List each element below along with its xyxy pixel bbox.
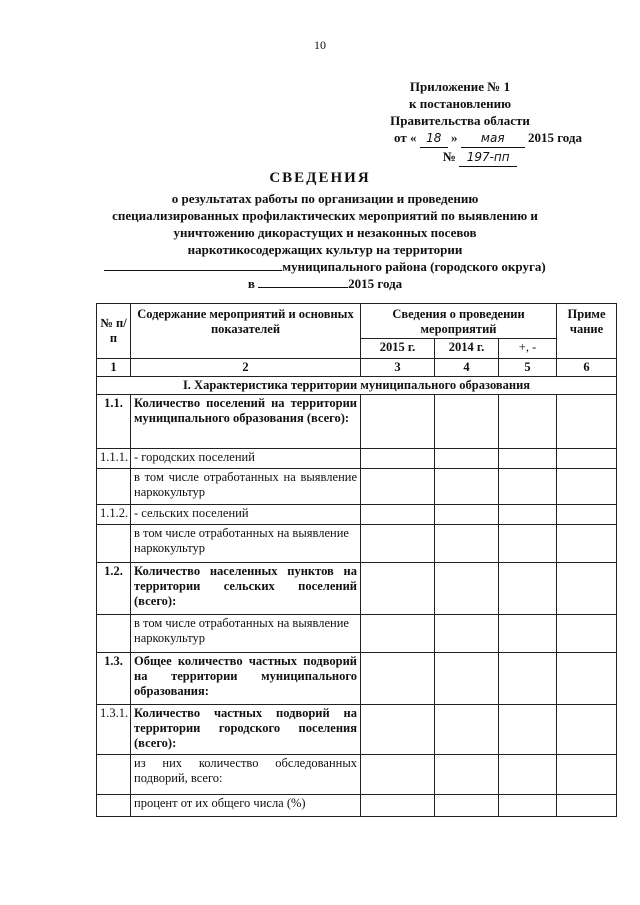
subtitle-line-6 xyxy=(80,275,570,292)
cell-2015[interactable] xyxy=(361,505,435,525)
cell-2015[interactable] xyxy=(361,653,435,705)
cell-note[interactable] xyxy=(557,395,617,449)
header-info: Сведения о проведении мероприятий xyxy=(361,304,557,339)
header-2014: 2014 г. xyxy=(435,339,499,359)
appendix-number xyxy=(330,148,590,167)
header-note: Приме чание xyxy=(557,304,617,359)
row-num xyxy=(97,469,131,505)
appendix-ref: к постановлению xyxy=(408,96,512,111)
table-row xyxy=(97,615,617,653)
date-month: мая xyxy=(461,130,525,148)
cell-diff[interactable] xyxy=(499,505,557,525)
header-diff: +, - xyxy=(499,339,557,359)
cell-note[interactable] xyxy=(557,653,617,705)
cell-diff[interactable] xyxy=(499,755,557,795)
row-text: - сельских поселений xyxy=(131,505,361,525)
cell-2014[interactable] xyxy=(435,563,499,615)
cell-diff[interactable] xyxy=(499,653,557,705)
number-prefix: № xyxy=(442,149,456,164)
date-mid: » xyxy=(450,130,458,145)
cell-note[interactable] xyxy=(557,615,617,653)
cell-2014[interactable] xyxy=(435,705,499,755)
table-row xyxy=(97,449,617,469)
cell-2014[interactable] xyxy=(435,525,499,563)
number-value: 197-пп xyxy=(459,149,517,167)
subtitle-line-5-text: муниципального района (городского округа) xyxy=(282,259,546,274)
date-year: 2015 года xyxy=(527,130,582,145)
cell-note[interactable] xyxy=(557,563,617,615)
table-row xyxy=(97,653,617,705)
row-num xyxy=(97,755,131,795)
col-number: 4 xyxy=(435,359,499,377)
cell-note[interactable] xyxy=(557,505,617,525)
cell-2015[interactable] xyxy=(361,705,435,755)
header-content: Содержание мероприятий и основных показателей xyxy=(131,304,361,359)
cell-diff[interactable] xyxy=(499,469,557,505)
cell-note[interactable] xyxy=(557,705,617,755)
cell-2014[interactable] xyxy=(435,449,499,469)
row-num xyxy=(97,525,131,563)
row-num: 1.2. xyxy=(97,563,131,615)
appendix-date xyxy=(330,129,590,148)
subtitle-line-3: уничтожению дикорастущих и незаконных посевов xyxy=(173,225,477,240)
subtitle-line-6-suffix: 2015 года xyxy=(348,276,403,291)
cell-diff[interactable] xyxy=(499,525,557,563)
period-blank xyxy=(258,275,348,288)
appendix-title: Приложение № 1 xyxy=(409,79,511,94)
section-title: I. Характеристика территории муниципального образования xyxy=(97,377,617,395)
cell-2014[interactable] xyxy=(435,469,499,505)
col-number: 1 xyxy=(97,359,131,377)
page-number: 10 xyxy=(314,38,326,52)
cell-diff[interactable] xyxy=(499,795,557,817)
cell-note[interactable] xyxy=(557,469,617,505)
header-row xyxy=(97,304,617,339)
row-num: 1.1. xyxy=(97,395,131,449)
cell-2015[interactable] xyxy=(361,563,435,615)
cell-2015[interactable] xyxy=(361,525,435,563)
row-text: в том числе отработанных на выявление наркокультур xyxy=(131,525,361,563)
appendix-block xyxy=(330,78,590,167)
appendix-authority: Правительства области xyxy=(390,113,530,128)
document-subtitle xyxy=(80,190,570,292)
col-number: 6 xyxy=(557,359,617,377)
cell-diff[interactable] xyxy=(499,449,557,469)
row-num: 1.3.1. xyxy=(97,705,131,755)
table-row xyxy=(97,525,617,563)
cell-2014[interactable] xyxy=(435,505,499,525)
row-text: Количество частных подворий на территории городского поселения (всего): xyxy=(131,705,361,755)
header-num: № п/п xyxy=(97,304,131,359)
cell-2014[interactable] xyxy=(435,653,499,705)
subtitle-line-4: наркотикосодержащих культур на территории xyxy=(187,242,463,257)
row-text: Количество населенных пунктов на территории сельских поселений (всего): xyxy=(131,563,361,615)
table-row xyxy=(97,755,617,795)
cell-note[interactable] xyxy=(557,755,617,795)
table-row xyxy=(97,795,617,817)
row-num xyxy=(97,615,131,653)
cell-2015[interactable] xyxy=(361,469,435,505)
cell-2014[interactable] xyxy=(435,615,499,653)
date-day: 18 xyxy=(420,130,448,148)
row-text: процент от их общего числа (%) xyxy=(131,795,361,817)
subtitle-line-5 xyxy=(80,258,570,275)
cell-2014[interactable] xyxy=(435,795,499,817)
cell-2015[interactable] xyxy=(361,615,435,653)
row-num xyxy=(97,795,131,817)
column-numbers-row xyxy=(97,359,617,377)
cell-diff[interactable] xyxy=(499,563,557,615)
cell-diff[interactable] xyxy=(499,705,557,755)
municipality-blank xyxy=(104,258,282,271)
row-num: 1.1.2. xyxy=(97,505,131,525)
document-title: СВЕДЕНИЯ xyxy=(269,170,371,186)
cell-2015[interactable] xyxy=(361,449,435,469)
row-text: Общее количество частных подворий на территории муниципального образования: xyxy=(131,653,361,705)
col-number: 2 xyxy=(131,359,361,377)
header-2015: 2015 г. xyxy=(361,339,435,359)
col-number: 3 xyxy=(361,359,435,377)
table-row xyxy=(97,563,617,615)
cell-note[interactable] xyxy=(557,449,617,469)
table-row xyxy=(97,705,617,755)
cell-2014[interactable] xyxy=(435,395,499,449)
table-row xyxy=(97,505,617,525)
cell-note[interactable] xyxy=(557,795,617,817)
cell-note[interactable] xyxy=(557,525,617,563)
row-text: из них количество обследованных подворий, всего: xyxy=(131,755,361,795)
row-num: 1.3. xyxy=(97,653,131,705)
col-number: 5 xyxy=(499,359,557,377)
cell-2015[interactable] xyxy=(361,795,435,817)
table-row xyxy=(97,395,617,449)
subtitle-line-1: о результатах работы по организации и проведению xyxy=(171,191,479,206)
row-text: в том числе отработанных на выявление наркокультур xyxy=(131,615,361,653)
subtitle-line-2: специализированных профилактических мероприятий по выявлению и xyxy=(112,208,538,223)
cell-2015[interactable] xyxy=(361,395,435,449)
row-text: Количество поселений на территории муниципального образования (всего): xyxy=(131,395,361,449)
row-text: - городских поселений xyxy=(131,449,361,469)
cell-2015[interactable] xyxy=(361,755,435,795)
subtitle-line-6-prefix: в xyxy=(247,276,255,291)
section-row xyxy=(97,377,617,395)
cell-diff[interactable] xyxy=(499,615,557,653)
date-prefix: от « xyxy=(394,130,417,145)
report-table xyxy=(96,303,617,817)
row-num: 1.1.1. xyxy=(97,449,131,469)
cell-2014[interactable] xyxy=(435,755,499,795)
cell-diff[interactable] xyxy=(499,395,557,449)
row-text: в том числе отработанных на выявление наркокультур xyxy=(131,469,361,505)
table-row xyxy=(97,469,617,505)
